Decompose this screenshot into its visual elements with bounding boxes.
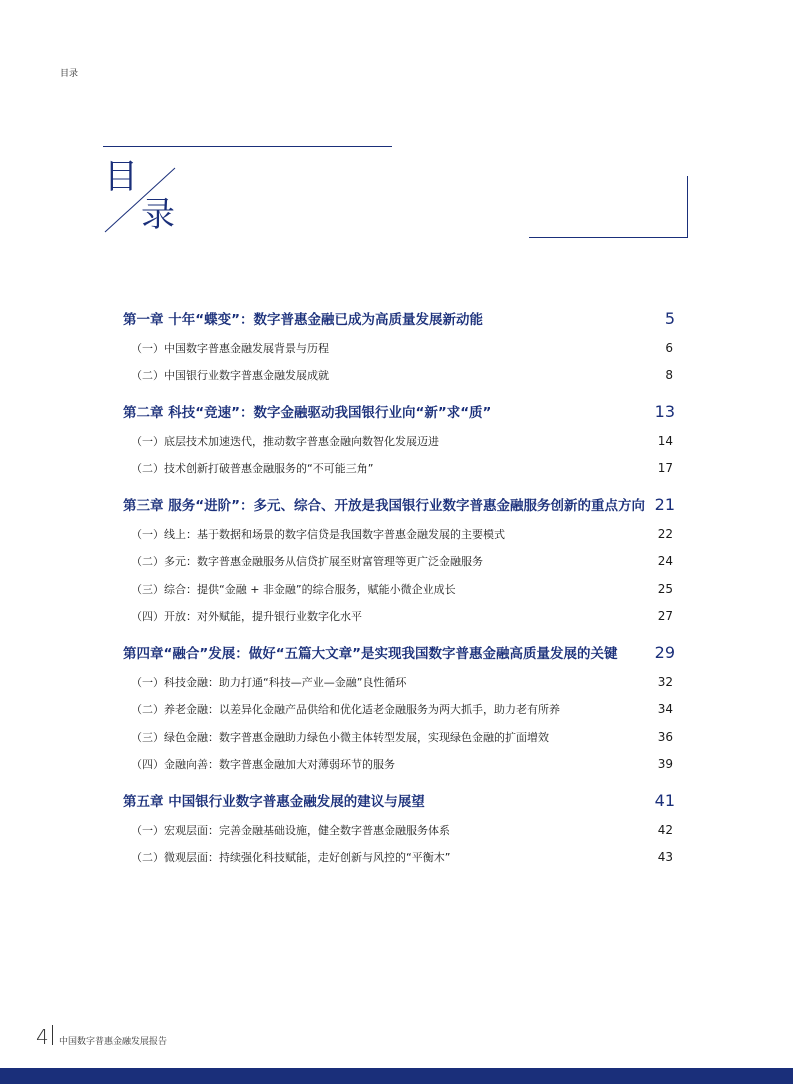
toc-entry-title: （三）综合：提供“金融 + 非金融”的综合服务，赋能小微企业成长 [131, 582, 456, 596]
toc-entry[interactable] [123, 520, 675, 548]
toc-title-char-1: 目 [104, 157, 138, 197]
toc-entry-page: 36 [657, 729, 673, 744]
toc-entry-title: （二）养老金融：以差异化金融产品供给和优化适老金融服务为两大抓手，助力老有所养 [131, 703, 560, 717]
toc-chapter-title: 第二章 科技“竞速”：数字金融驱动我国银行业向“新”求“质” [123, 405, 492, 421]
toc-entry[interactable] [123, 334, 675, 362]
toc-title-char-2: 录 [141, 195, 175, 235]
toc-chapter-page: 21 [654, 494, 675, 514]
toc-chapter-page: 5 [664, 308, 675, 328]
toc-entry-page: 32 [657, 674, 673, 689]
toc-chapter[interactable] [123, 636, 675, 668]
bottom-band [0, 1068, 793, 1084]
toc-entry[interactable] [123, 696, 675, 724]
toc-entry-page: 22 [657, 526, 673, 541]
toc-entry-title: （一）宏观层面：完善金融基础设施，健全数字普惠金融服务体系 [131, 823, 450, 837]
toc-chapter-title: 第四章“融合”发展：做好“五篇大文章”是实现我国数字普惠金融高质量发展的关键 [123, 646, 618, 662]
running-head: 目录 [60, 69, 79, 79]
top-rule [103, 146, 392, 147]
toc-chapter-page: 41 [654, 790, 675, 810]
toc-entry-page: 27 [657, 609, 673, 624]
toc-chapter[interactable] [123, 302, 675, 334]
toc-chapter-page: 13 [654, 401, 675, 421]
toc-entry[interactable] [123, 844, 675, 872]
table-of-contents [123, 296, 675, 871]
toc-entry-page: 43 [657, 850, 673, 865]
toc-entry-title: （三）绿色金融：数字普惠金融助力绿色小微主体转型发展，实现绿色金融的扩面增效 [131, 730, 549, 744]
toc-entry[interactable] [123, 668, 675, 696]
toc-entry-title: （二）多元：数字普惠金融服务从信贷扩展至财富管理等更广泛金融服务 [131, 555, 483, 569]
footer-divider [52, 1025, 53, 1045]
toc-entry[interactable] [123, 427, 675, 455]
toc-entry-page: 24 [657, 554, 673, 569]
toc-chapter-page: 29 [654, 642, 675, 662]
toc-entry[interactable] [123, 575, 675, 603]
toc-entry-title: （一）科技金融：助力打通“科技—产业—金融”良性循环 [131, 675, 407, 689]
toc-entry-title: （一）底层技术加速迭代，推动数字普惠金融向数智化发展迈进 [131, 434, 439, 448]
toc-chapter-title: 第三章 服务“进阶”：多元、综合、开放是我国银行业数字普惠金融服务创新的重点方向 [123, 498, 645, 514]
footer-page-number: 4 [36, 1025, 49, 1049]
toc-entry-page: 17 [657, 461, 673, 476]
toc-entry[interactable] [123, 723, 675, 751]
toc-entry-title: （一）线上：基于数据和场景的数字信贷是我国数字普惠金融发展的主要模式 [131, 527, 505, 541]
toc-entry[interactable] [123, 362, 675, 390]
toc-entry[interactable] [123, 603, 675, 631]
toc-entry-page: 8 [665, 368, 673, 383]
toc-entry-title: （二）技术创新打破普惠金融服务的“不可能三角” [131, 462, 374, 476]
toc-entry-page: 14 [657, 433, 673, 448]
toc-entry-page: 42 [657, 822, 673, 837]
toc-chapter-title: 第一章 十年“蝶变”：数字普惠金融已成为高质量发展新动能 [123, 312, 483, 328]
toc-entry-page: 34 [657, 702, 673, 717]
toc-entry-title: （一）中国数字普惠金融发展背景与历程 [131, 341, 329, 355]
toc-chapter[interactable] [123, 784, 675, 816]
corner-rule-vertical [687, 176, 688, 238]
toc-entry[interactable] [123, 816, 675, 844]
toc-chapter-title: 第五章 中国银行业数字普惠金融发展的建议与展望 [123, 794, 425, 810]
toc-entry-title: （二）微观层面：持续强化科技赋能，走好创新与风控的“平衡木” [131, 851, 451, 865]
toc-entry-title: （四）金融向善：数字普惠金融加大对薄弱环节的服务 [131, 758, 395, 772]
corner-rule-horizontal [529, 237, 688, 238]
toc-entry-page: 25 [657, 581, 673, 596]
toc-chapter[interactable] [123, 488, 675, 520]
toc-entry-page: 6 [665, 340, 673, 355]
toc-entry[interactable] [123, 548, 675, 576]
toc-entry[interactable] [123, 455, 675, 483]
toc-entry-title: （四）开放：对外赋能，提升银行业数字化水平 [131, 610, 362, 624]
toc-entry-page: 39 [657, 757, 673, 772]
footer-report-title: 中国数字普惠金融发展报告 [59, 1037, 168, 1047]
toc-entry-title: （二）中国银行业数字普惠金融发展成就 [131, 369, 329, 383]
toc-chapter[interactable] [123, 395, 675, 427]
toc-entry[interactable] [123, 751, 675, 779]
